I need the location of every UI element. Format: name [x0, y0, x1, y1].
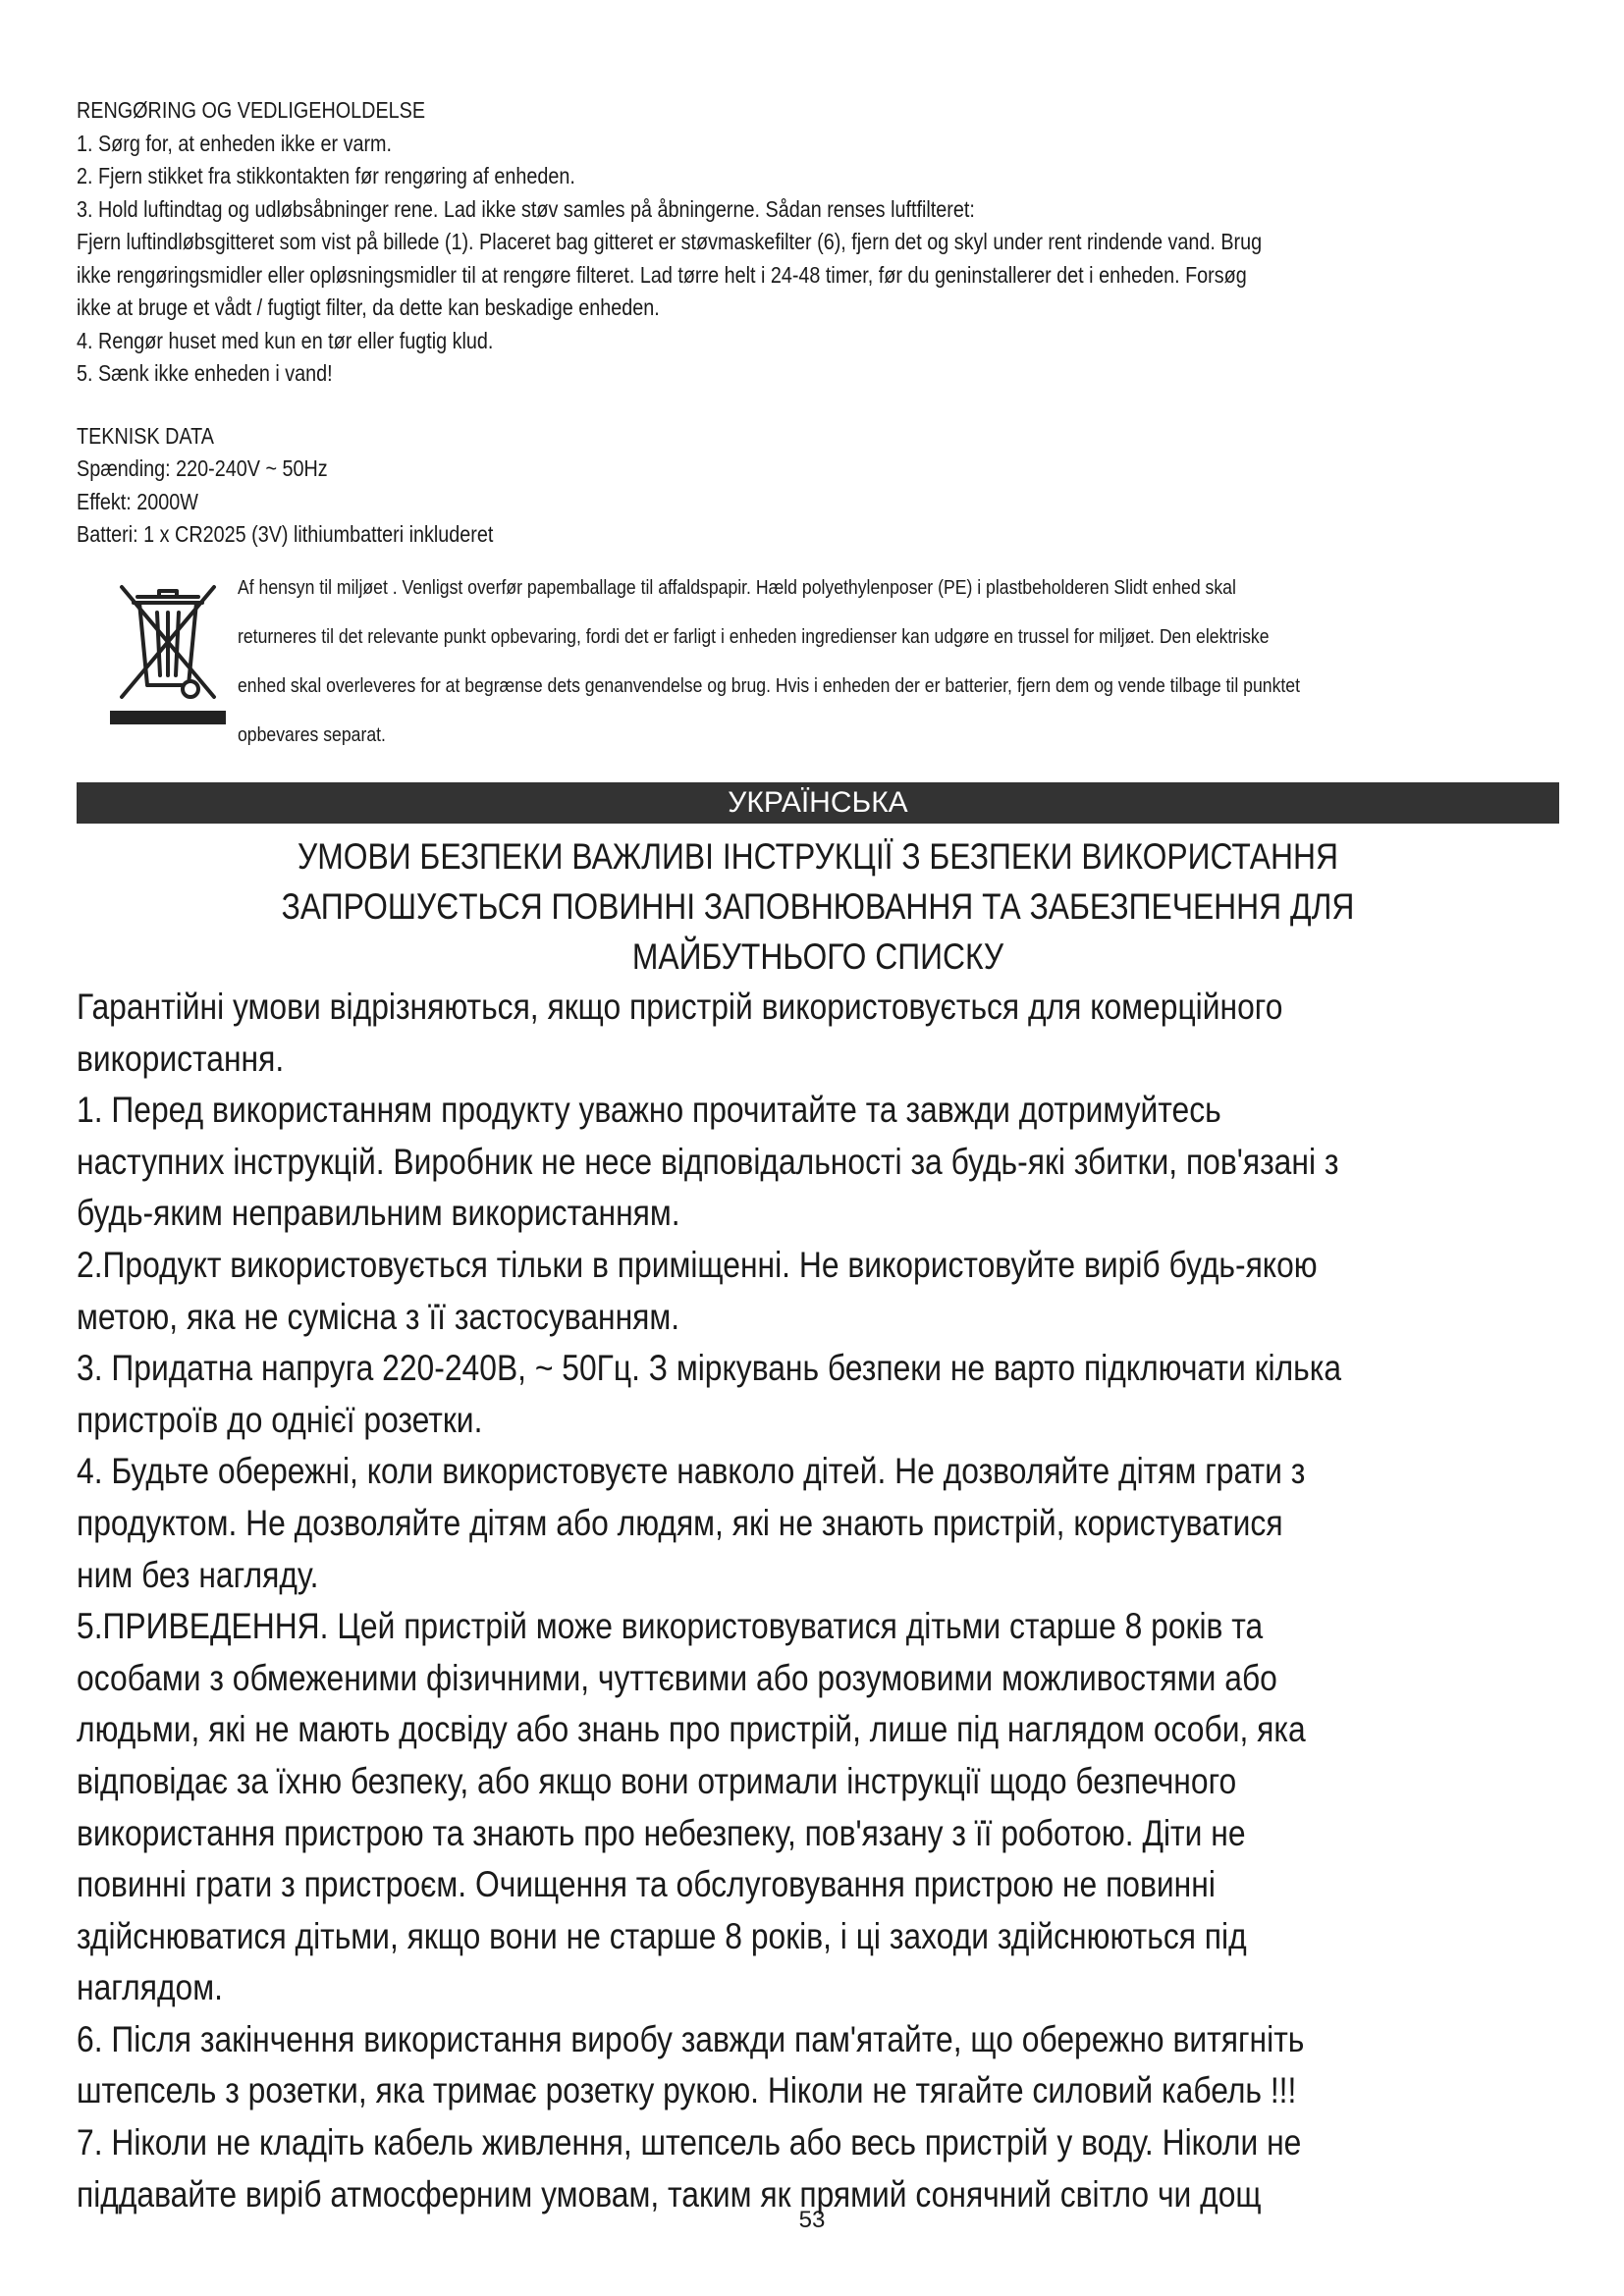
cleaning-line: ikke at bruge et vådt / fugtigt filter, da dette kan beskadige enheden.	[77, 294, 660, 320]
instruction-line: продуктом. Не дозволяйте дітям або людям, які не знають пристрій, користуватися	[77, 1502, 1283, 1543]
instruction-line: пристроїв до однієї розетки.	[77, 1399, 483, 1440]
environment-line: returneres til det relevante punkt opbevaring, fordi det er farligt i enheden ingredienser kan udgøre en trussel for miljøet. Den elektriske	[238, 625, 1270, 648]
cleaning-heading: RENGØRING OG VEDLIGEHOLDELSE	[77, 97, 426, 123]
instruction-line: Гарантійні умови відрізняються, якщо пристрій використовується для комерційного	[77, 987, 1283, 1027]
language-label: УКРАЇНСЬКА	[728, 786, 908, 819]
cleaning-line: 3. Hold luftindtag og udløbsåbninger rene. Lad ikke støv samles på åbningerne. Sådan renses luftfilteret:	[77, 195, 975, 222]
page-number: 53	[798, 2207, 826, 2233]
cleaning-line: Fjern luftindløbsgitteret som vist på billede (1). Placeret bag gitteret er støvmaskefilter (6), fjern det og skyl under rent rindende vand. Brug	[77, 229, 1263, 254]
environment-line: opbevares separat.	[238, 723, 386, 746]
instruction-line: 4. Будьте обережні, коли використовуєте навколо дітей. Не дозволяйте дітям грати з	[77, 1451, 1306, 1492]
language-header-bar	[77, 782, 1559, 824]
instruction-line: 6. Після закінчення використання виробу завжди пам'ятайте, що обережно витягніть	[77, 2018, 1305, 2059]
section-gap	[77, 391, 1352, 420]
instruction-line: особами з обмеженими фізичними, чуттєвими або розумовими можливостями або	[77, 1657, 1277, 1698]
safety-title-line: МАЙБУТНЬОГО СПИСКУ	[631, 936, 1004, 977]
instruction-line: піддавайте виріб атмосферним умовам, таким як прямий сонячний світло чи дощ	[77, 2173, 1262, 2215]
environment-line: Af hensyn til miljøet . Venligst overfør papemballage til affaldspapir. Hæld polyethylenposer (PE) i plastbeholderen Slidt enhed skal	[238, 576, 1236, 599]
instruction-line: ним без нагляду.	[77, 1554, 319, 1595]
instruction-line: 3. Придатна напруга 220-240В, ~ 50Гц. З міркувань безпеки не варто підключати кілька	[77, 1348, 1342, 1389]
instruction-line: штепсель з розетки, яка тримає розетку рукою. Ніколи не тягайте силовий кабель !!!	[77, 2070, 1297, 2111]
instruction-line: наступних інструкцій. Виробник не несе відповідальності за будь-які збитки, пов'язані з	[77, 1141, 1339, 1182]
instruction-line: 1. Перед використанням продукту уважно прочитайте та завжди дотримуйтесь	[77, 1090, 1221, 1131]
safety-instructions	[77, 982, 1428, 2220]
crossed-out-wheelie-bin-icon	[108, 581, 228, 728]
technical-data-block	[77, 420, 1352, 552]
cleaning-line: ikke rengøringsmidler eller opløsningsmidler til at rengøre filteret. Lad tørre helt i 24-48 timer, før du geninstallerer det i enheden. Forsøg	[77, 261, 1247, 288]
instruction-line: використання пристрою та знають про небезпеку, пов'язану з її роботою. Діти не	[77, 1812, 1246, 1853]
instruction-line: використання.	[77, 1038, 285, 1079]
instruction-line: 7. Ніколи не кладіть кабель живлення, штепсель або весь пристрій у воду. Ніколи не	[77, 2122, 1302, 2163]
cleaning-block	[77, 94, 1352, 391]
cleaning-line: 4. Rengør huset med kun en tør eller fugtig klud.	[77, 327, 494, 353]
instruction-line: 2.Продукт використовується тільки в приміщенні. Не використовуйте виріб будь-якою	[77, 1244, 1318, 1285]
safety-title	[77, 831, 1559, 982]
instruction-line: наглядом.	[77, 1967, 223, 2008]
technical-line-voltage: Spænding: 220-240V ~ 50Hz	[77, 455, 328, 481]
environment-text	[238, 563, 1319, 760]
cleaning-line: 2. Fjern stikket fra stikkontakten før rengøring af enheden.	[77, 163, 575, 188]
technical-line-battery: Batteri: 1 x CR2025 (3V) lithiumbatteri inkluderet	[77, 521, 494, 547]
danish-section	[77, 94, 1352, 552]
instruction-line: людьми, які не мають досвіду або знань про пристрій, лише під наглядом особи, яка	[77, 1709, 1306, 1750]
technical-line-power: Effekt: 2000W	[77, 488, 198, 514]
cleaning-line: 1. Sørg for, at enheden ikke er varm.	[77, 130, 393, 156]
safety-title-line: УМОВИ БЕЗПЕКИ ВАЖЛИВІ ІНСТРУКЦІЇ З БЕЗПЕКИ ВИКОРИСТАННЯ	[298, 836, 1338, 877]
instruction-line: метою, яка не сумісна з її застосуванням.	[77, 1296, 680, 1337]
instruction-line: повинні грати з пристроєм. Очищення та обслуговування пристрою не повинні	[77, 1864, 1216, 1905]
instruction-line: здійснюватися дітьми, якщо вони не старше 8 років, і ці заходи здійснюються під	[77, 1915, 1247, 1956]
safety-title-line: ЗАПРОШУЄТЬСЯ ПОВИННІ ЗАПОВНЮВАННЯ ТА ЗАБЕЗПЕЧЕННЯ ДЛЯ	[281, 886, 1355, 927]
instruction-line: будь-яким неправильним використанням.	[77, 1193, 680, 1234]
environment-line: enhed skal overleveres for at begrænse dets genanvendelse og brug. Hvis i enheden der er batterier, fjern dem og vende tilbage til punktet	[238, 674, 1300, 697]
cleaning-line: 5. Sænk ikke enheden i vand!	[77, 360, 333, 386]
instruction-line: 5.ПРИВЕДЕННЯ. Цей пристрій може використовуватися дітьми старше 8 років та	[77, 1606, 1264, 1647]
technical-heading: TEKNISK DATA	[77, 422, 214, 449]
instruction-line: відповідає за їхню безпеку, або якщо вони отримали інструкції щодо безпечного	[77, 1760, 1237, 1801]
